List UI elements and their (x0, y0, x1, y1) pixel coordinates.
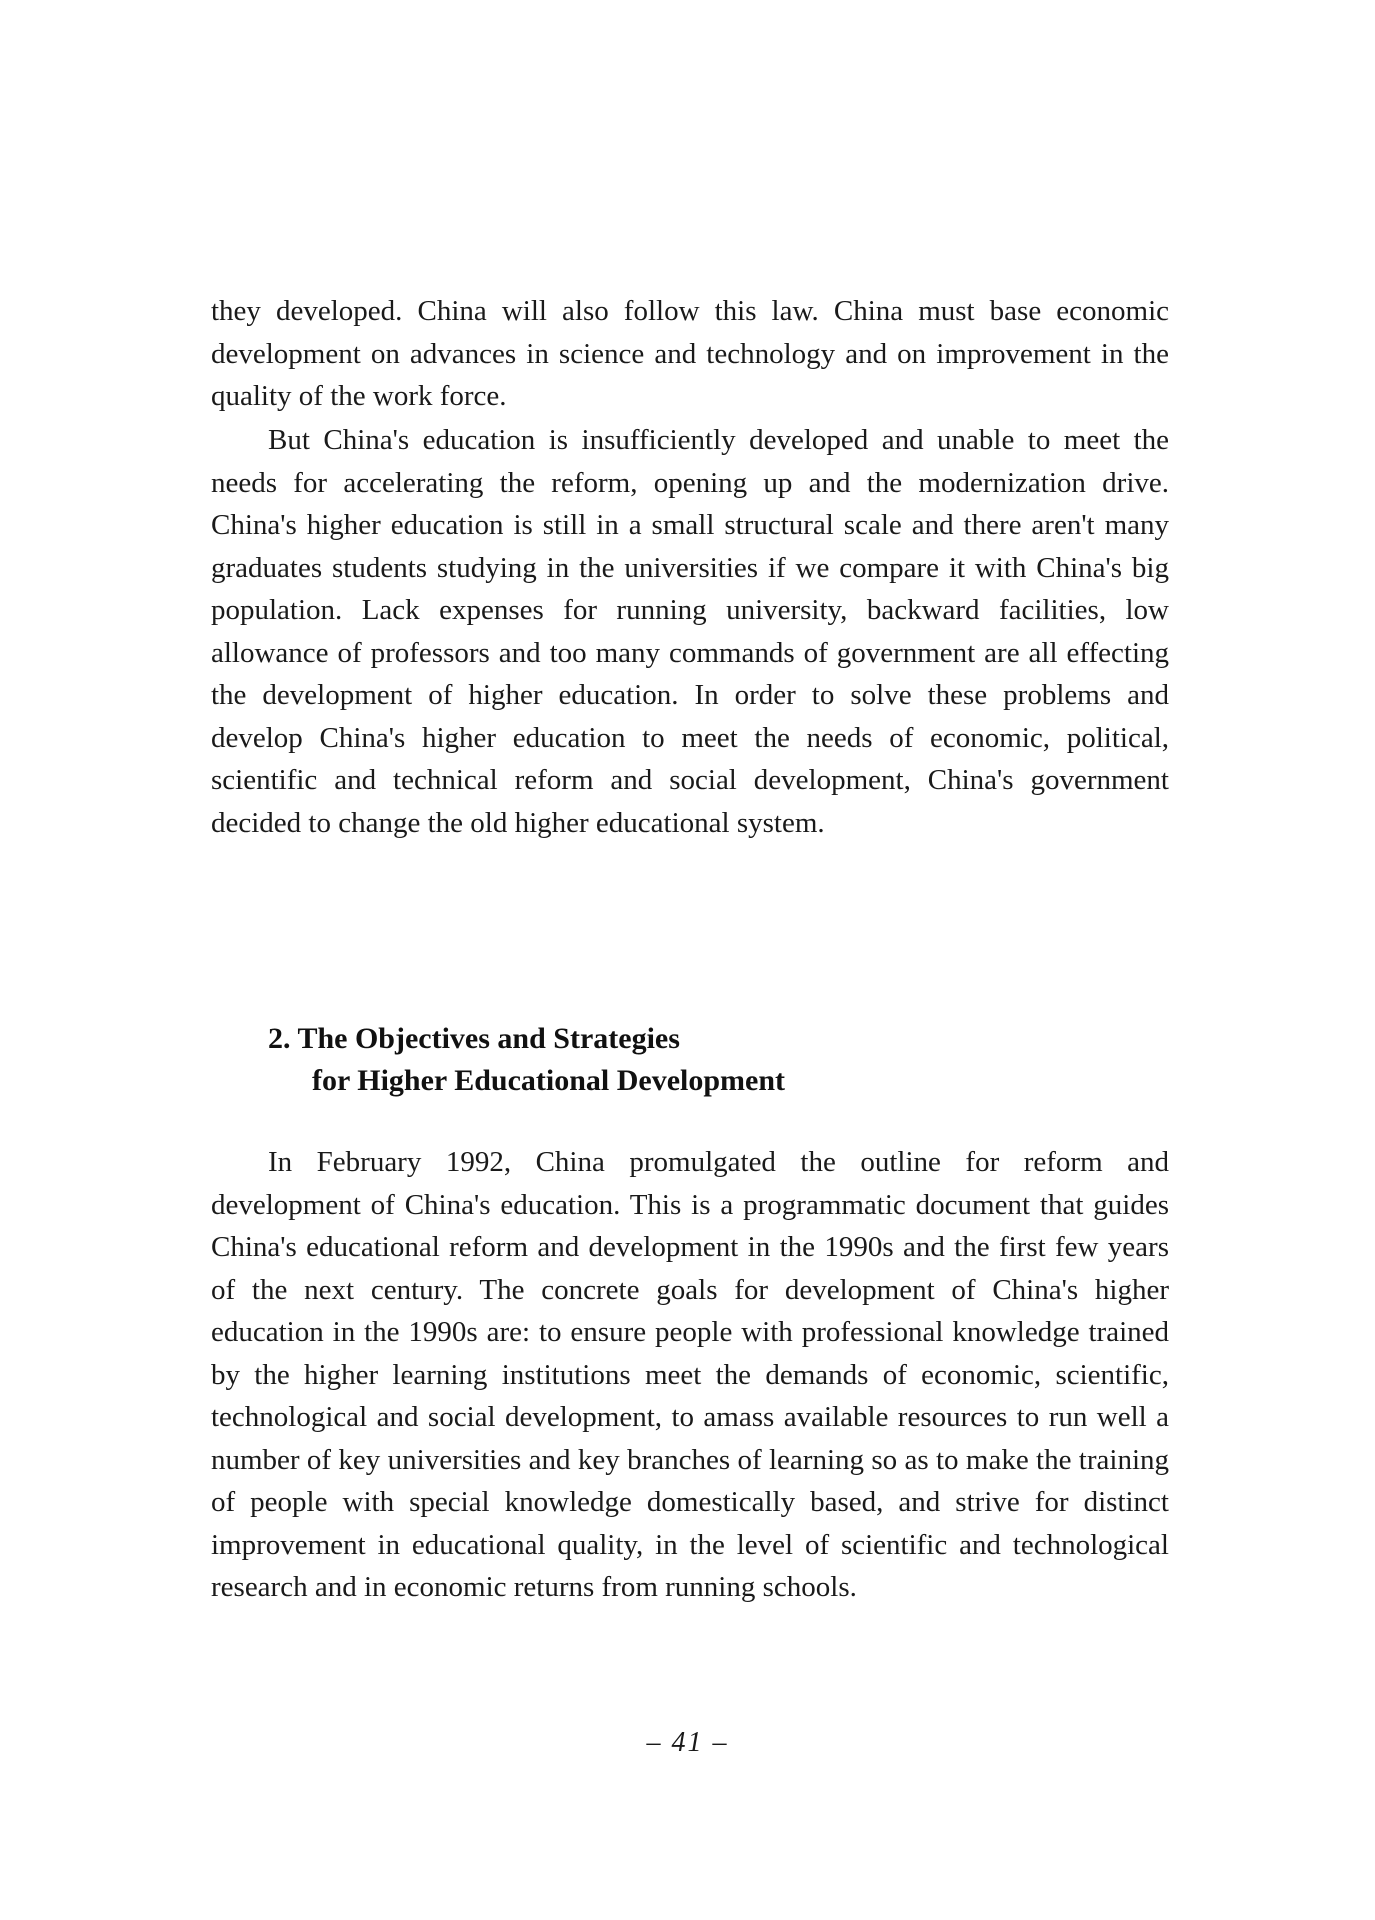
section-heading (268, 1018, 785, 1102)
paragraph-education-problems (211, 419, 1169, 844)
page-number: – 41 – (646, 1727, 729, 1758)
paragraph-continuation (211, 290, 1169, 418)
paragraph-objectives (211, 1141, 1169, 1609)
section-heading-line-1: 2. The Objectives and Strategies (268, 1022, 680, 1055)
paragraph-text: But China's education is insufficiently developed and unable to meet the needs for accelerating the reform, opening up and the modernization drive. China's higher education is still in a small structural scale and there aren't many graduates students studying in the universities if we compare it with China's big population. Lack expenses for running university, backward facilities, low allowance of professors and too many commands of government are all effecting the development of higher education. In order to solve these problems and develop China's higher education to meet the needs of economic, political, scientific and technical reform and social development, China's government decided to change the old higher educational system. (211, 424, 1169, 839)
section-heading-line-2: for Higher Educational Development (312, 1064, 786, 1097)
paragraph-text: they developed. China will also follow this law. China must base economic development on advances in science and technology and on improvement in the quality of the work force. (211, 295, 1169, 412)
paragraph-text: In February 1992, China promulgated the outline for reform and development of China's education. This is a programmatic document that guides China's educational reform and development in the 1990s and the first few years of the next century. The concrete goals for development of China's higher education in the 1990s are: to ensure people with professional knowledge trained by the higher learning institutions meet the demands of economic, scientific, technological and social development, to amass available resources to run well a number of key universities and key branches of learning so as to make the training of people with special knowledge domestically based, and strive for distinct improvement in educational quality, in the level of scientific and technological research and in economic returns from running schools. (211, 1146, 1169, 1603)
